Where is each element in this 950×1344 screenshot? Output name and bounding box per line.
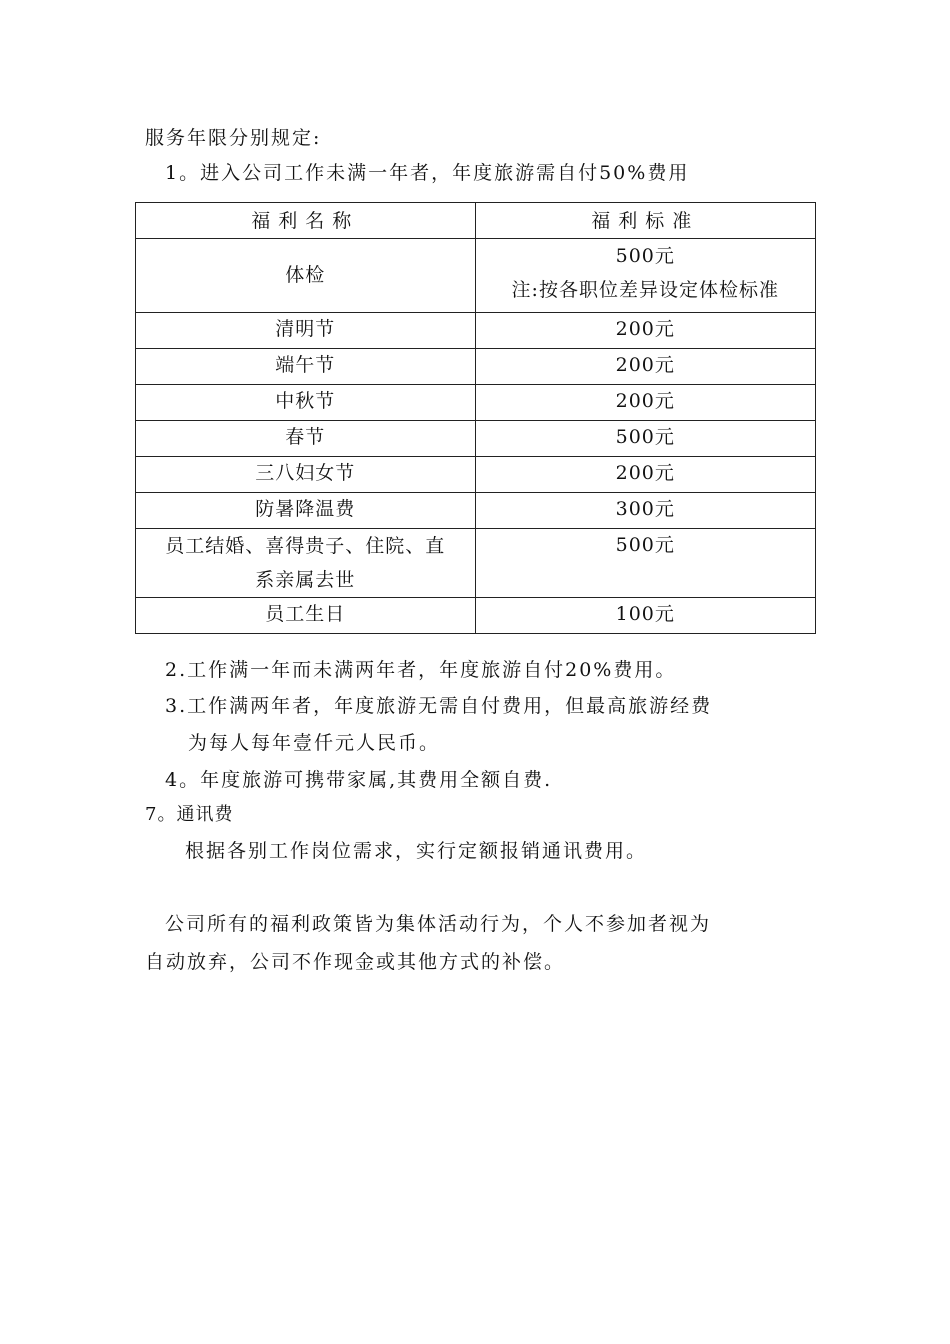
- welfare-standard: 500元: [475, 421, 816, 457]
- welfare-name: 清明节: [136, 313, 476, 349]
- table-row: [136, 349, 816, 385]
- welfare-standard: 100元: [475, 598, 816, 634]
- item-2-text: 2.工作满一年而未满两年者，年度旅游自付20%费用。: [165, 659, 677, 681]
- welfare-name: 春节: [136, 421, 476, 457]
- header-welfare-standard: 福利标准: [475, 203, 816, 239]
- welfare-name: 中秋节: [136, 385, 476, 421]
- welfare-note: 注:按各职位差异设定体检标准: [511, 279, 779, 301]
- welfare-standard: 300元: [475, 493, 816, 529]
- welfare-name: 防暑降温费: [136, 493, 476, 529]
- welfare-standard: 200元: [475, 349, 816, 385]
- welfare-name-cell: [136, 529, 476, 598]
- closing-line-1: 公司所有的福利政策皆为集体活动行为，个人不参加者视为: [165, 913, 712, 935]
- welfare-name: 体检: [285, 264, 326, 286]
- table-row: [136, 313, 816, 349]
- welfare-standard: 500元: [615, 245, 675, 267]
- item-4-text: 4。年度旅游可携带家属,其费用全额自费.: [165, 769, 553, 791]
- closing-line-2: 自动放弃，公司不作现金或其他方式的补偿。: [145, 951, 566, 973]
- table-header-row: [136, 203, 816, 239]
- intro-text: 服务年限分别规定:: [145, 127, 322, 149]
- welfare-name-line-1: 员工结婚、喜得贵子、住院、直: [165, 535, 446, 557]
- item-3-line-2: 为每人每年壹仟元人民币。: [188, 732, 441, 754]
- item-3-line-1: 3.工作满两年者，年度旅游无需自付费用，但最高旅游经费: [165, 695, 713, 717]
- table-row: [136, 385, 816, 421]
- welfare-standard: 200元: [475, 385, 816, 421]
- welfare-name-cell: [136, 239, 476, 313]
- table-row: [136, 493, 816, 529]
- table-row: [136, 239, 816, 313]
- section-7-body: 根据各别工作岗位需求，实行定额报销通讯费用。: [185, 840, 648, 862]
- welfare-table: [135, 202, 816, 634]
- welfare-name: 三八妇女节: [136, 457, 476, 493]
- welfare-name: 端午节: [136, 349, 476, 385]
- table-row: [136, 598, 816, 634]
- item-1-text: 1。进入公司工作未满一年者，年度旅游需自付50%费用: [165, 162, 690, 184]
- welfare-name: 员工生日: [136, 598, 476, 634]
- section-7-title: 7。通讯费: [145, 804, 234, 825]
- table-row: [136, 421, 816, 457]
- welfare-name-line-2: 系亲属去世: [255, 569, 356, 591]
- welfare-standard: 500元: [475, 529, 816, 598]
- table-row: [136, 529, 816, 598]
- table-row: [136, 457, 816, 493]
- welfare-standard: 200元: [475, 457, 816, 493]
- header-welfare-name: 福利名称: [136, 203, 476, 239]
- welfare-standard-cell: [475, 239, 816, 313]
- welfare-standard: 200元: [475, 313, 816, 349]
